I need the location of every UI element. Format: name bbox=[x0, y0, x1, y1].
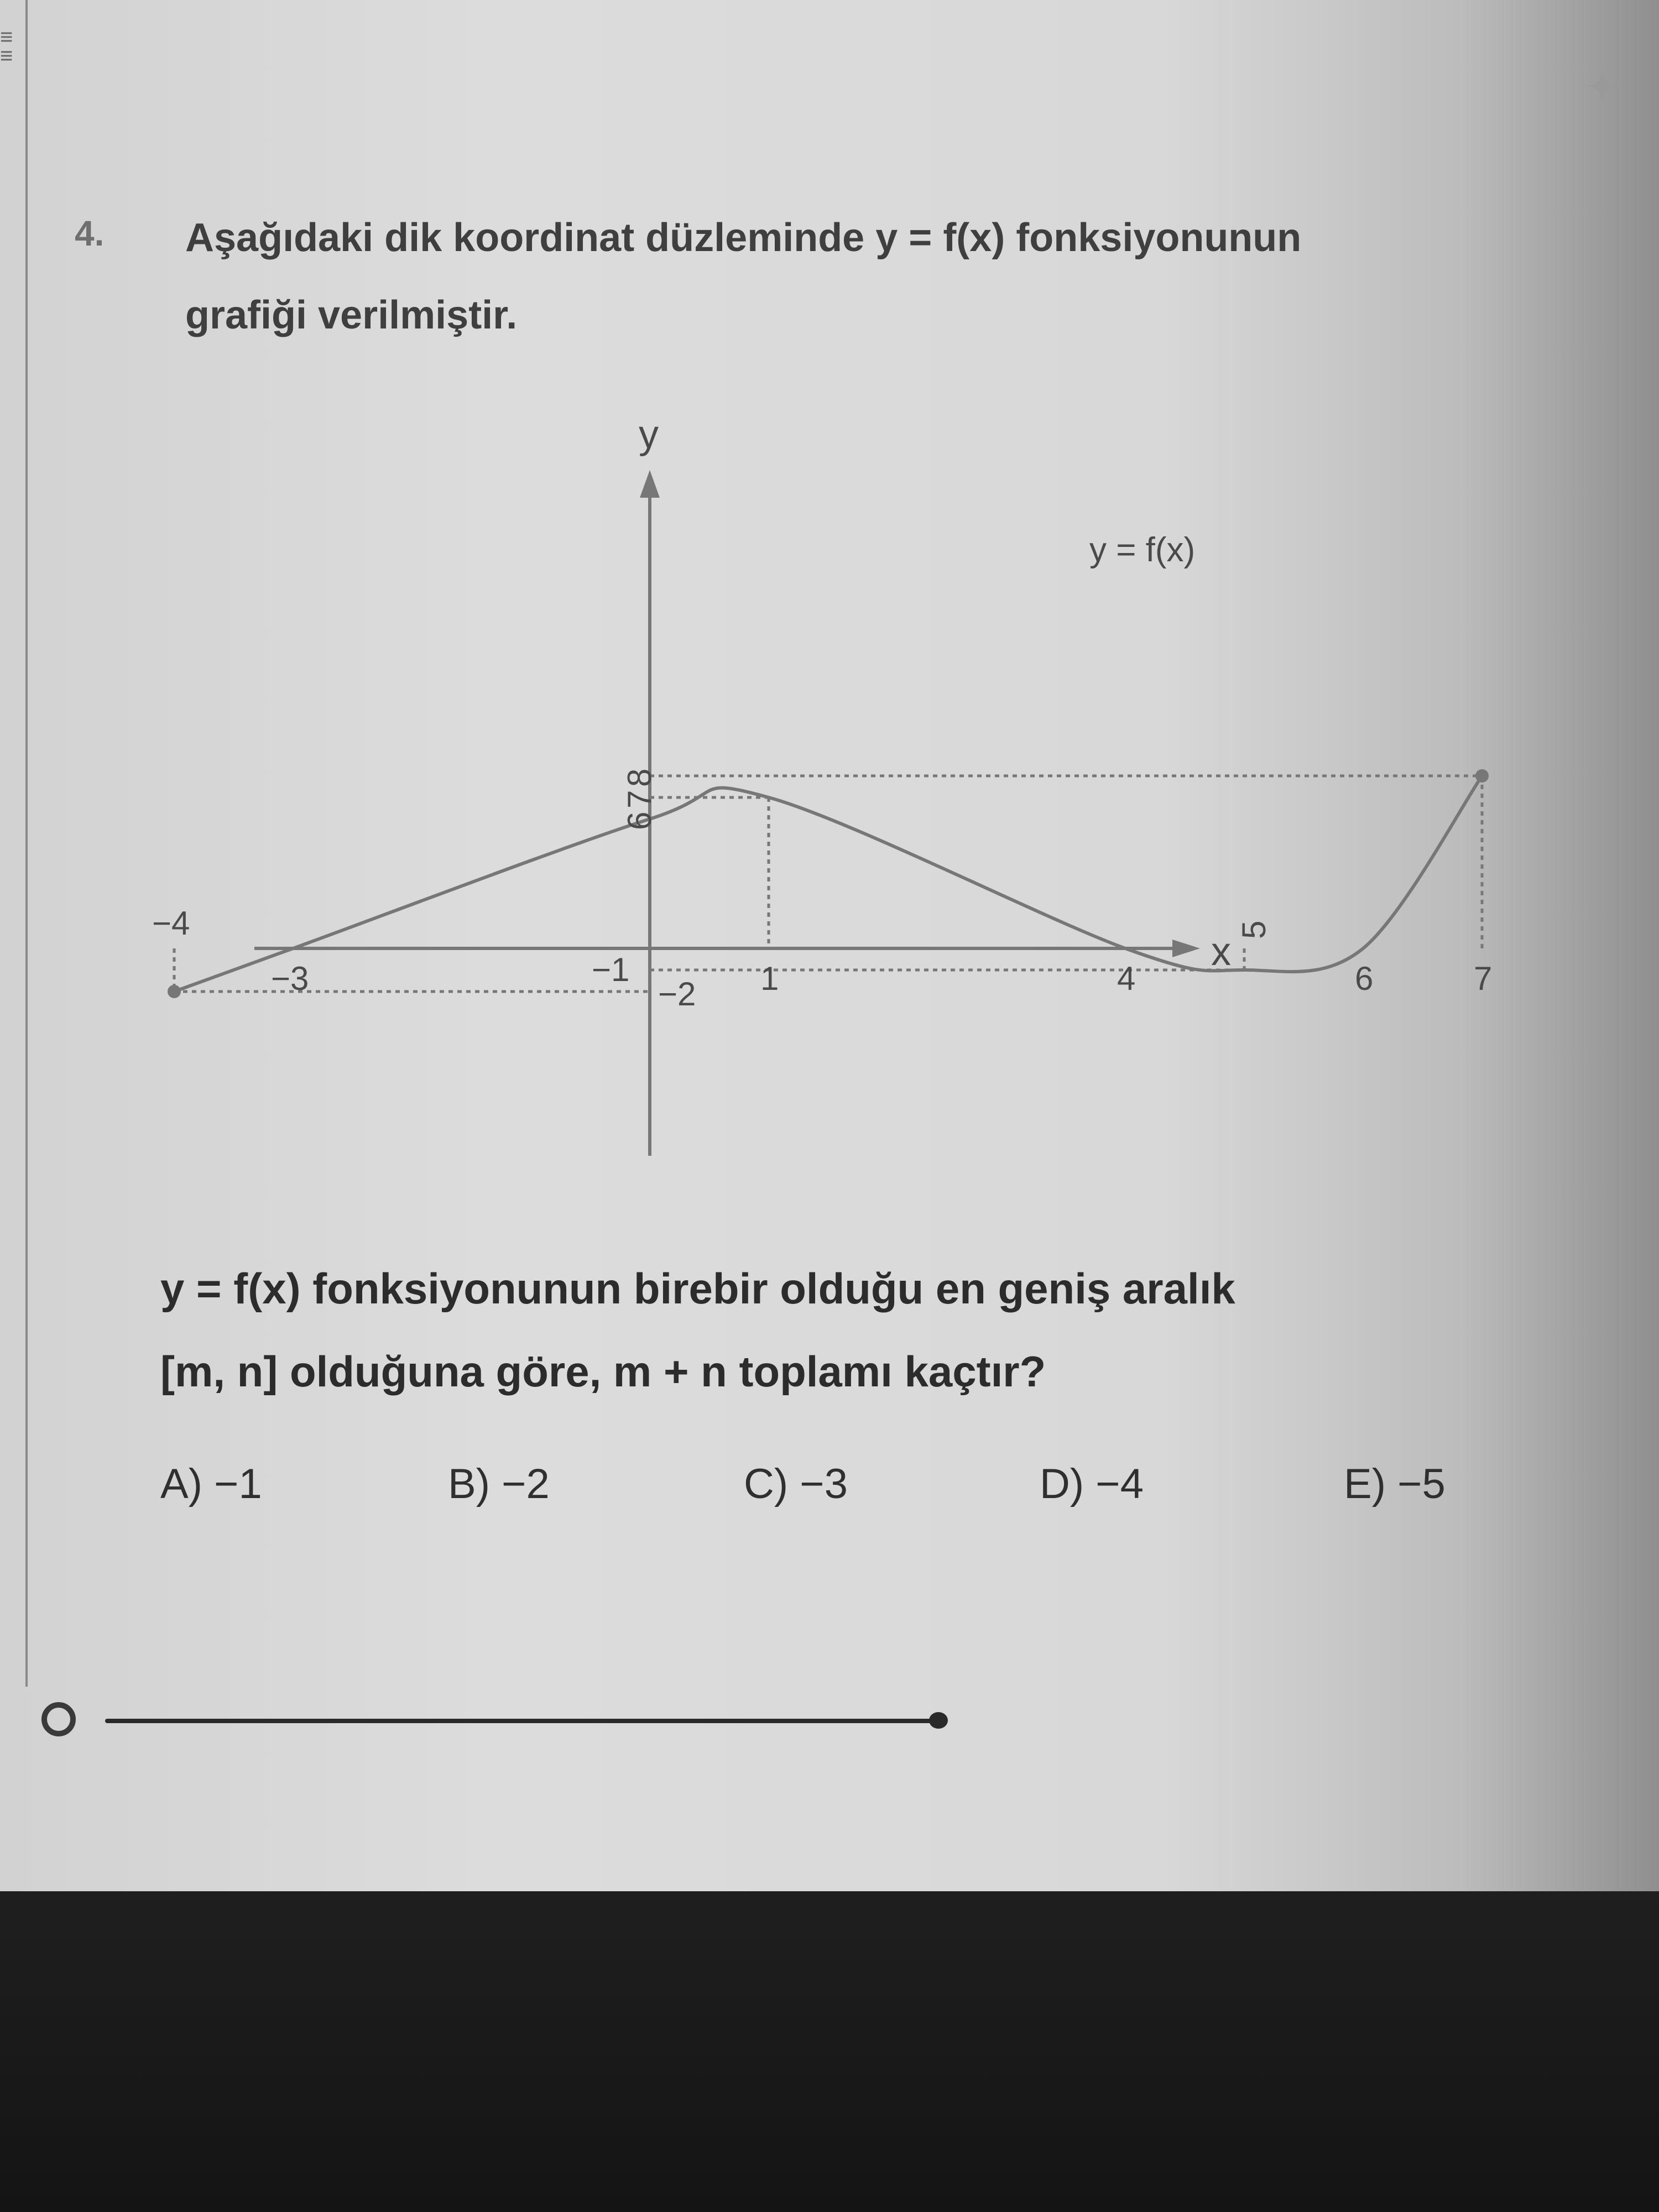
corner-decoration-icon: ✦ bbox=[1587, 67, 1617, 107]
question-number: 4. bbox=[75, 213, 105, 253]
endpoint-right bbox=[1475, 769, 1489, 782]
function-label: y = f(x) bbox=[1089, 531, 1196, 569]
y-axis-label: y bbox=[639, 413, 659, 457]
margin-mark: ≡ ≡ bbox=[0, 25, 13, 68]
y-tick-label: 6 bbox=[621, 811, 658, 830]
x-axis-arrow bbox=[1172, 940, 1200, 957]
footer-circle-icon bbox=[41, 1702, 76, 1736]
x-tick-label: 6 bbox=[1355, 960, 1374, 997]
page-margin-line bbox=[25, 0, 28, 1687]
endpoint-left bbox=[168, 985, 181, 998]
x-tick-label: 4 bbox=[1117, 960, 1136, 997]
option-a[interactable]: A) −1 bbox=[160, 1460, 262, 1507]
option-e[interactable]: E) −5 bbox=[1344, 1460, 1446, 1507]
background-surface bbox=[0, 1891, 1659, 2212]
function-graph bbox=[152, 387, 1493, 1217]
x-tick-label: 1 bbox=[760, 960, 779, 997]
sub-question-line-2: [m, n] olduğuna göre, m + n toplamı kaçtır? bbox=[160, 1347, 1046, 1396]
x-tick-label: −3 bbox=[271, 960, 309, 997]
dotted-guides bbox=[174, 776, 1482, 992]
x-tick-label: 7 bbox=[1474, 960, 1493, 997]
footer-rule bbox=[105, 1719, 946, 1723]
sub-question bbox=[160, 1247, 1543, 1413]
y-tick-label: −1 bbox=[592, 951, 630, 988]
question-line-2: grafiği verilmiştir. bbox=[185, 293, 518, 337]
x-tick-label: −4 bbox=[152, 905, 190, 942]
question-line-1: Aşağıdaki dik koordinat düzleminde y = f(x) fonksiyonunun bbox=[185, 216, 1302, 260]
option-c[interactable]: C) −3 bbox=[744, 1460, 848, 1507]
footer-dot-icon bbox=[929, 1712, 948, 1729]
sub-question-line-1: y = f(x) fonksiyonunun birebir olduğu en geniş aralık bbox=[160, 1264, 1235, 1313]
x-axis-label: x bbox=[1211, 930, 1231, 974]
option-b[interactable]: B) −2 bbox=[448, 1460, 550, 1507]
y-axis-arrow bbox=[640, 470, 660, 498]
y-tick-label: −2 bbox=[658, 975, 696, 1013]
question-text bbox=[185, 199, 1457, 354]
x-tick-label: 5 bbox=[1235, 920, 1272, 939]
option-d[interactable]: D) −4 bbox=[1040, 1460, 1144, 1507]
y-tick-label: 8 bbox=[621, 768, 658, 787]
y-tick-label: 7 bbox=[621, 790, 658, 808]
answer-options bbox=[0, 1460, 1659, 1526]
function-curve bbox=[174, 776, 1482, 992]
